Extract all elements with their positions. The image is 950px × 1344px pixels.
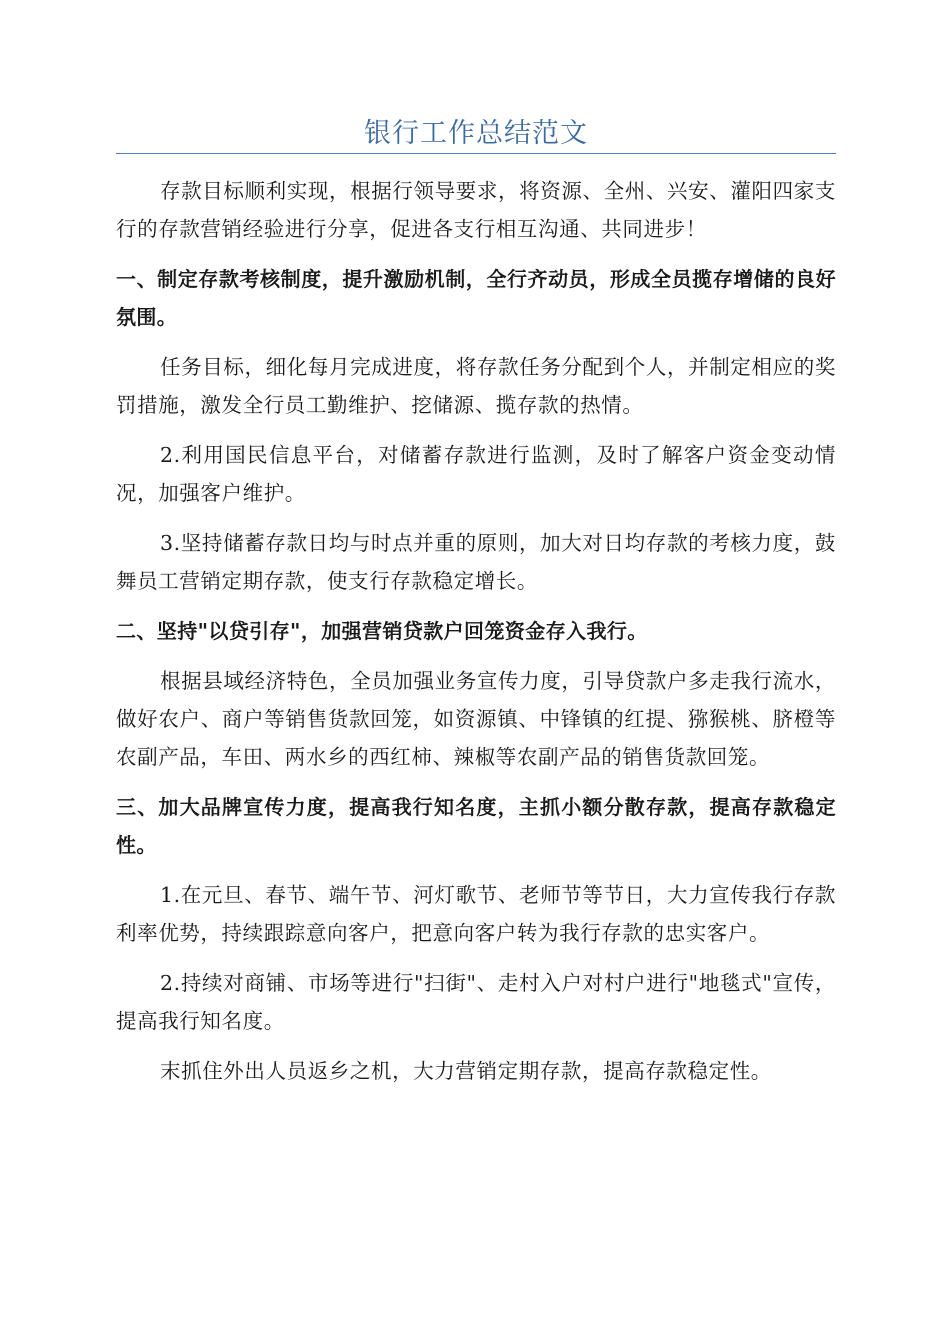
body-paragraph: 3.坚持储蓄存款日均与时点并重的原则，加大对日均存款的考核力度，鼓舞员工营销定期存款，使支行存款稳定增长。: [116, 531, 836, 593]
body-paragraph: 末抓住外出人员返乡之机，大力营销定期存款，提高存款稳定性。: [160, 1059, 772, 1083]
document-body: [116, 172, 836, 1102]
section-heading-3: 三、加大品牌宣传力度，提高我行知名度，主抓小额分散存款，提高存款稳定性。: [116, 795, 836, 857]
section-heading-2: 二、坚持"以贷引存"，加强营销贷款户回笼资金存入我行。: [116, 619, 648, 643]
body-paragraph: 1.在元旦、春节、端午节、河灯歌节、老师节等节日，大力宣传我行存款利率优势，持续跟踪意向客户，把意向客户转为我行存款的忠实客户。: [116, 883, 836, 945]
body-paragraph: 任务目标，细化每月完成进度，将存款任务分配到个人，并制定相应的奖罚措施，激发全行员工勤维护、挖储源、揽存款的热情。: [116, 355, 836, 417]
body-paragraph: 2.利用国民信息平台，对储蓄存款进行监测，及时了解客户资金变动情况，加强客户维护。: [116, 443, 836, 505]
title-underline: [116, 153, 836, 154]
body-paragraph: 根据县域经济特色，全员加强业务宣传力度，引导贷款户多走我行流水，做好农户、商户等销售货款回笼，如资源镇、中锋镇的红提、猕猴桃、脐橙等农副产品，车田、两水乡的西红柿、辣椒等农副产品的销售货款回笼。: [116, 669, 836, 769]
page-title: 银行工作总结范文: [364, 118, 588, 149]
intro-paragraph: 存款目标顺利实现，根据行领导要求，将资源、全州、兴安、灌阳四家支行的存款营销经验进行分享，促进各支行相互沟通、共同进步！: [116, 179, 836, 241]
section-heading-1: 一、制定存款考核制度，提升激励机制，全行齐动员，形成全员揽存增储的良好氛围。: [116, 267, 836, 329]
body-paragraph: 2.持续对商铺、市场等进行"扫街"、走村入户对村户进行"地毯式"宣传，提高我行知名度。: [116, 971, 836, 1033]
